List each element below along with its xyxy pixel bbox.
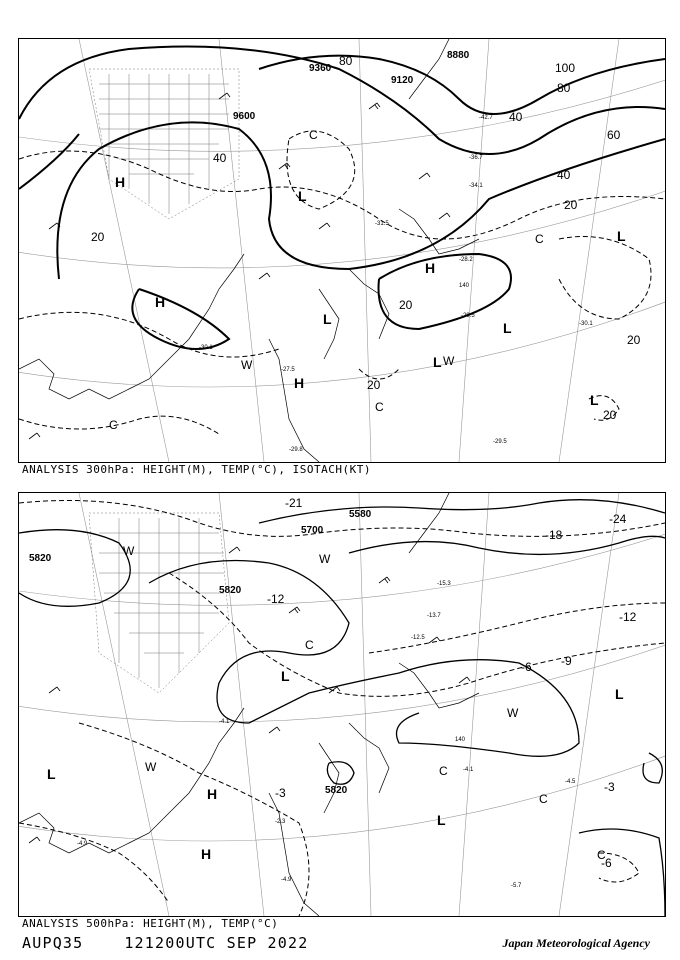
cold-marker: C [439, 764, 448, 778]
cold-marker: C [539, 792, 548, 806]
graticule-label: 140 [455, 737, 466, 743]
warm-marker: W [145, 760, 157, 774]
high-marker: H [425, 260, 436, 276]
isotach-label: 40 [509, 110, 523, 124]
temp-label: -12.5 [411, 635, 425, 641]
map-500hpa-svg [19, 493, 665, 916]
isotach-label: 20 [564, 198, 578, 212]
temp-label: -4.5 [565, 779, 576, 785]
height-label: 5820 [219, 585, 242, 596]
isotherm-label: -3 [275, 786, 286, 800]
height-label: 8880 [447, 50, 470, 61]
isotach-label: 80 [339, 54, 353, 68]
temp-label: -28.2 [459, 257, 473, 263]
isotherm-label: -12 [267, 592, 285, 606]
product-header [22, 934, 308, 952]
warm-marker: W [443, 354, 455, 368]
isotach-label: 100 [555, 61, 576, 75]
temp-label: -4.9 [281, 877, 292, 883]
isotherm-label: -18 [545, 528, 563, 542]
temp-label: -29.8 [289, 447, 303, 453]
warm-marker: W [319, 552, 331, 566]
pressure-centers-500 [47, 668, 624, 862]
low-marker: L [615, 686, 624, 702]
high-marker: H [155, 294, 166, 310]
temperature-labels-500 [77, 581, 576, 889]
high-marker: H [201, 846, 212, 862]
isotherm-label: -21 [285, 496, 303, 510]
analysis-300hpa-map [18, 38, 666, 463]
hatched-region-500 [89, 513, 229, 693]
graticule-label: 140 [459, 283, 470, 289]
temp-label: -2.3 [275, 819, 286, 825]
temp-label: -29.5 [461, 313, 475, 319]
temp-label: -13.7 [427, 613, 441, 619]
analysis-500hpa-map [18, 492, 666, 917]
height-label: 9600 [233, 111, 256, 122]
temp-label: -42.7 [479, 115, 493, 121]
high-marker: H [294, 375, 305, 391]
low-marker: L [437, 812, 446, 828]
isotach-label: 20 [399, 298, 413, 312]
wind-barbs-300 [29, 93, 450, 439]
caption-500hpa: ANALYSIS 500hPa: HEIGHT(M), TEMP(°C) [22, 917, 279, 930]
hatched-region-300 [89, 69, 239, 219]
isotherm-label: -9 [561, 654, 572, 668]
isotach-label: 80 [557, 81, 571, 95]
cold-marker: C [305, 638, 314, 652]
low-marker: L [617, 228, 626, 244]
isotach-label: 20 [367, 378, 381, 392]
isotherm-label: -6 [521, 660, 532, 674]
warm-marker: W [507, 706, 519, 720]
coastline-300 [19, 39, 479, 462]
isotach-label: 20 [603, 408, 617, 422]
temp-label: -36.7 [469, 155, 483, 161]
warm-marker: W [123, 544, 135, 558]
height-label: 5580 [349, 509, 372, 520]
temp-label: -4.1 [463, 767, 474, 773]
height-label: 5700 [301, 525, 324, 536]
temp-label: -15.3 [437, 581, 451, 587]
low-marker: L [323, 311, 332, 327]
isotherm-label: -6 [601, 856, 612, 870]
temp-label: -27.5 [281, 367, 295, 373]
cold-marker: C [597, 848, 606, 862]
temp-label: -31.5 [375, 221, 389, 227]
high-marker: H [207, 786, 218, 802]
isotach-label: 20 [91, 230, 105, 244]
temp-label: -4.1 [219, 719, 230, 725]
cold-marker: C [109, 418, 118, 432]
cold-marker: C [375, 400, 384, 414]
agency-name: Japan Meteorological Agency [502, 936, 650, 950]
low-marker: L [433, 354, 442, 370]
isotach-label: 40 [213, 151, 227, 165]
height-label: 5820 [29, 553, 52, 564]
isotach-label: 60 [607, 128, 621, 142]
temp-label: -4.9 [77, 841, 88, 847]
map-300hpa-svg [19, 39, 665, 462]
temp-label: -34.1 [469, 183, 483, 189]
graticule-300 [19, 39, 665, 462]
temp-label: -29.5 [493, 439, 507, 445]
low-marker: L [590, 392, 599, 408]
isotach-labels-300 [91, 54, 641, 422]
low-marker: L [503, 320, 512, 336]
low-marker: L [298, 188, 307, 204]
cold-marker: C [535, 232, 544, 246]
coastline-500 [19, 493, 479, 916]
low-marker: L [281, 668, 290, 684]
high-marker: H [115, 174, 126, 190]
cold-marker: C [309, 128, 318, 142]
isotherm-label: -12 [619, 610, 637, 624]
height-label: 9120 [391, 75, 414, 86]
temperature-labels-300 [199, 115, 593, 453]
low-marker: L [47, 766, 56, 782]
pressure-centers-300 [115, 174, 626, 408]
warm-marker: W [241, 358, 253, 372]
temp-label: -30.1 [199, 345, 213, 351]
temp-label: -30.1 [579, 321, 593, 327]
isotach-label: 40 [557, 168, 571, 182]
caption-300hpa: ANALYSIS 300hPa: HEIGHT(M), TEMP(°C), ISOTACH(KT) [22, 463, 372, 476]
temp-label: -5.7 [511, 883, 522, 889]
product-code: AUPQ35 [22, 934, 84, 952]
height-label: 5820 [325, 785, 348, 796]
isotach-label: 20 [627, 333, 641, 347]
height-label: 9360 [309, 63, 332, 74]
warm-cold-markers-500 [123, 544, 606, 862]
isotherm-label: -24 [609, 512, 627, 526]
valid-time: 121200UTC SEP 2022 [124, 934, 309, 952]
isotherm-label: -3 [604, 780, 615, 794]
